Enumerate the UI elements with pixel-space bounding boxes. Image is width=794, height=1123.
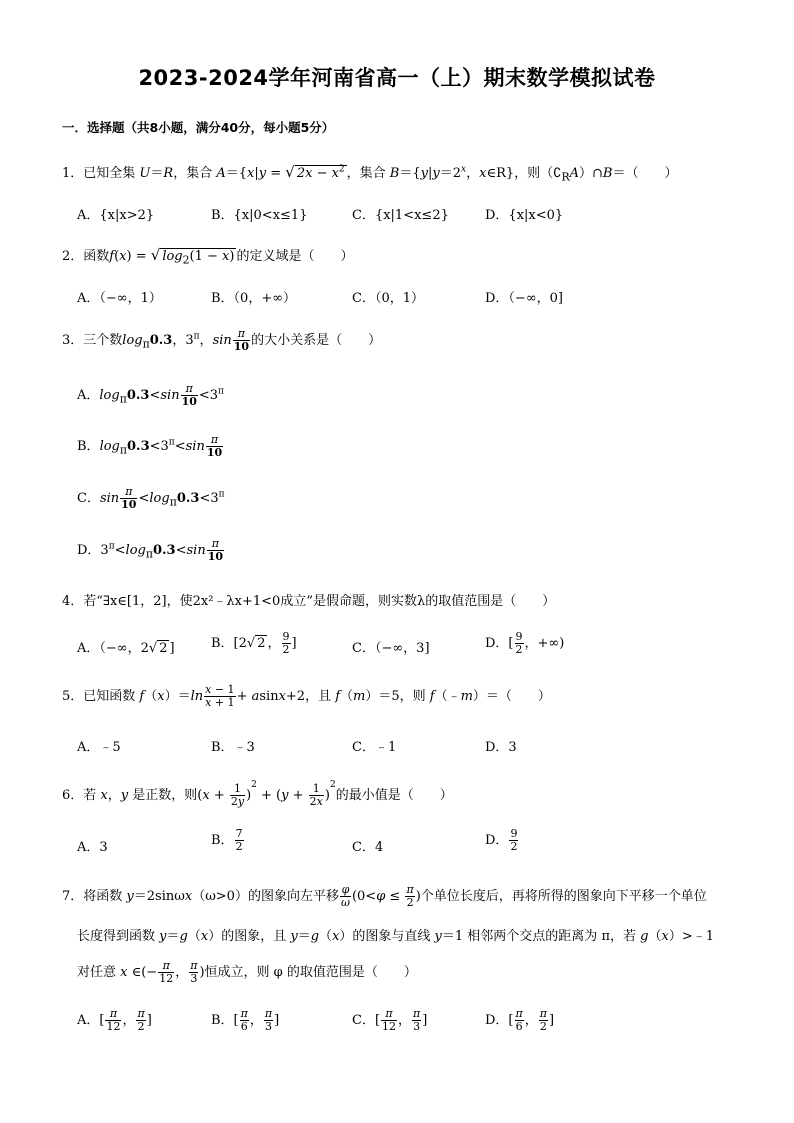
question-2-stem: 2．函数f(x) = √ $\log_2(1 - x)$ 的定义域是（ ） (62, 246, 354, 267)
question-4-option-b: B．[2√ 2 ， $\frac{9}{2}$ ] (211, 630, 297, 656)
question-2-option-c: C．（0，1） (352, 291, 424, 306)
section-heading: 一．选择题（共8小题，满分40分，每小题5分） (62, 120, 335, 135)
question-5-option-a: A．﹣5 (77, 740, 121, 755)
question-7-stem-line-3: 对任意 x ∈(− $\frac{\pi}{12}$ ， $\frac{\pi}{3}$ )恒成立，则 φ 的取值范围是（ ） (77, 959, 417, 985)
question-6-option-a: A．3 (77, 840, 108, 855)
question-3-option-d: D．$3^\pi<\log_\pi 0.3<\sin$ $\frac{\pi}{10}$ (77, 537, 224, 563)
question-6-option-b: B． $\frac{7}{2}$ (211, 827, 243, 853)
question-1-option-a: A．{x|x>2} (77, 208, 155, 223)
question-2-option-b: B．（0，+∞） (211, 291, 297, 306)
question-6-option-d: D． $\frac{9}{2}$ (485, 827, 518, 853)
question-1-option-b: B．{x|0<x≤1} (211, 208, 308, 223)
question-1-stem: 1．已知全集 U＝R，集合 A＝{x|y = √ $2x - x^2$ ，集合 $B=\{y|y=2^x$，x∈R}，则$(∁_RA)\cap B=$（ ） (62, 163, 678, 184)
question-4-option-d: D．[ $\frac{9}{2}$ ，+∞) (485, 630, 565, 656)
question-7-stem-line-1: 7．将函数 y＝2sinωx（ω>0）的图象向左平移 $\frac{\varphi}{\omega}$ (0<φ ≤ $\frac{\pi}{2}$ )个单位长度后，再将所得的图象向下平移一个单位 (62, 883, 707, 909)
question-6-option-c: C．4 (352, 840, 384, 855)
question-2-option-d: D．（−∞，0] (485, 291, 563, 306)
question-5-option-c: C．﹣1 (352, 740, 397, 755)
question-3-option-c: C．sin $\frac{\pi}{10}$ $<\log_\pi 0.3<3^\pi$ (77, 485, 225, 511)
question-3-option-b: B．$\log_\pi 0.3<3^\pi<\sin$ $\frac{\pi}{10}$ (77, 433, 223, 459)
exam-title: 2023-2024学年河南省高一（上）期末数学模拟试卷 (138, 66, 656, 90)
question-4-option-c: C．（−∞，3] (352, 641, 430, 656)
question-7-option-a: A．[ $\frac{\pi}{12}$ ， $\frac{\pi}{2}$ ] (77, 1007, 152, 1033)
question-3-option-a: A．$\log_\pi 0.3<\sin$ $\frac{\pi}{10}$ $<3^\pi$ (77, 382, 224, 408)
question-5-option-b: B．﹣3 (211, 740, 255, 755)
question-6-stem: 6．若 x，y 是正数，则(x + $\frac{1}{2y}$ )$^2$ + (y + $\frac{1}{2x}$ )$^2$的最小值是（ ） (62, 780, 453, 808)
question-4-stem: 4．若“∃x∈[1，2]，使2x²﹣λx+1<0成立”是假命题，则实数λ的取值范围是（ ） (62, 594, 556, 609)
question-7-option-d: D．[ $\frac{\pi}{6}$ ， $\frac{\pi}{2}$ ] (485, 1007, 555, 1033)
question-5-option-d: D．3 (485, 740, 517, 755)
question-7-option-c: C．[ $\frac{\pi}{12}$ ， $\frac{\pi}{3}$ ] (352, 1007, 428, 1033)
question-7-stem-line-2: 长度得到函数 y＝g（x）的图象，且 y＝g（x）的图象与直线 y＝1 相邻两个交点的距离为 π，若 g（x）>﹣1 (77, 929, 714, 944)
question-2-option-a: A．（−∞，1） (77, 291, 162, 306)
question-3-stem: 3．三个数$\log_\pi 0.3$，$3^\pi$，sin $\frac{\pi}{10}$ 的大小关系是（ ） (62, 327, 382, 353)
question-7-option-b: B．[ $\frac{\pi}{6}$ ， $\frac{\pi}{3}$ ] (211, 1007, 280, 1033)
question-4-option-a: A．（−∞，2√ 2 ] (77, 641, 175, 656)
question-1-option-c: C．{x|1<x≤2} (352, 208, 449, 223)
question-5-stem: 5．已知函数 f（x）＝ln $\frac{x - 1}{x + 1}$ + asinx+2，且 f（m）＝5，则 f（﹣m）＝（ ） (62, 683, 551, 709)
question-1-option-d: D．{x|x<0} (485, 208, 564, 223)
